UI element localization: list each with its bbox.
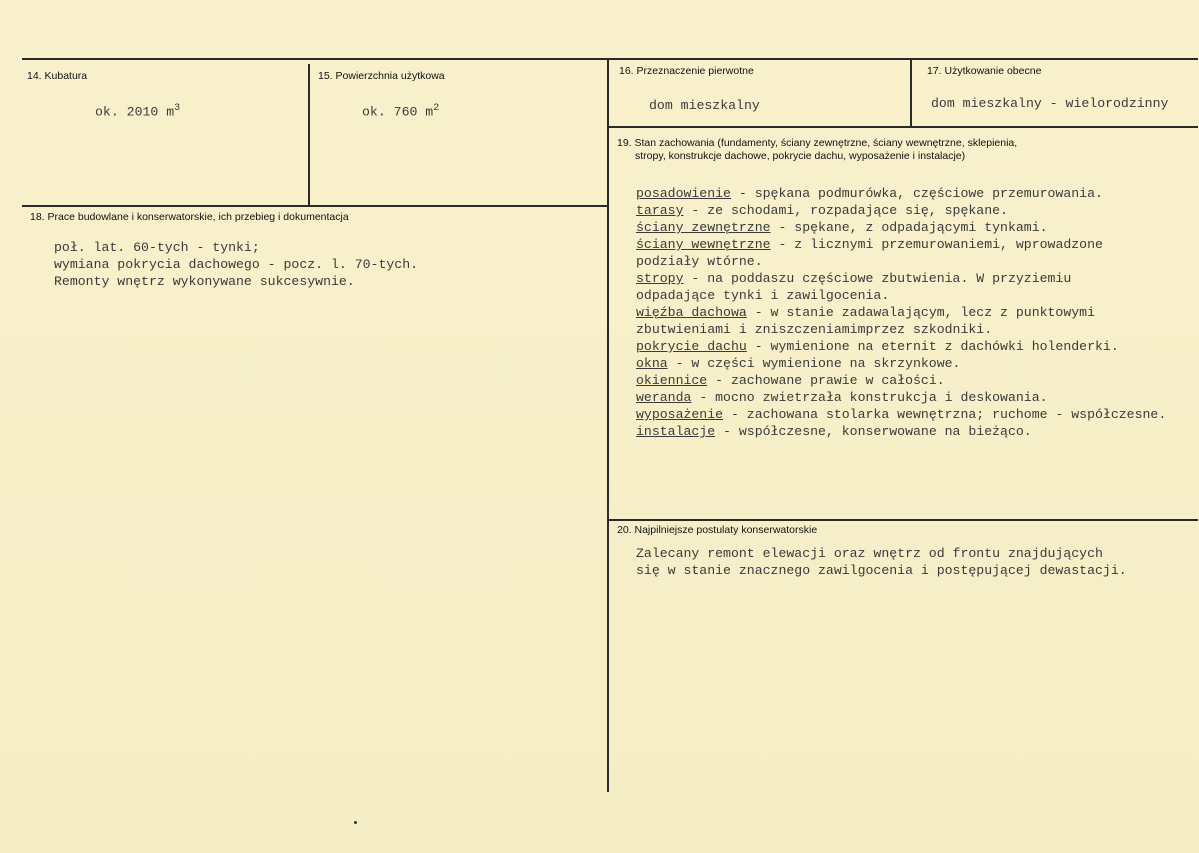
stan-zachowania-description: - wymienione na eternit z dachówki holenderki. [746,339,1119,354]
postulaty-line: się w stanie znacznego zawilgocenia i postępującej dewastacji. [636,563,1127,578]
stan-zachowania-description: - zachowane prawie w całości. [707,373,945,388]
right-top-divider [910,60,912,126]
stan-zachowania-term: ściany zewnętrzne [636,220,771,235]
stan-zachowania-term: posadowienie [636,186,731,201]
center-divider [607,60,609,792]
prace-line: poł. lat. 60-tych - tynki; [54,240,260,255]
stan-zachowania-description: - w stanie zadawalającym, lecz z punktowymi [746,305,1096,320]
stan-zachowania-term: okiennice [636,373,708,388]
stan-zachowania-line [636,288,889,305]
stan-zachowania-term: okna [636,356,668,371]
stan-zachowania-description: zbutwieniami i zniszczeniamimprzez szkodniki. [636,322,993,337]
left-divider [308,64,310,205]
prace-line: wymiana pokrycia dachowego - pocz. l. 70-tych. [54,257,419,272]
top-rule [22,58,1198,60]
kubatura-value: ok. 2010 $m^3$ [95,103,181,120]
stan-zachowania-description: - spękana podmurówka, częściowe przemurowania. [730,186,1103,201]
stan-zachowania-term: więźba dachowa [636,305,747,320]
przeznaczenie-value: dom mieszkalny [649,98,760,113]
stan-zachowania-line [636,254,763,271]
stan-zachowania-label-1: 19. Stan zachowania (fundamenty, ściany zewnętrzne, ściany wewnętrzne, sklepienia, [617,137,1018,149]
stan-zachowania-line [636,203,1008,220]
uzytkowanie-label: 17. Użytkowanie obecne [927,65,1042,77]
stan-zachowania-line [636,305,1095,322]
prace-label: 18. Prace budowlane i konserwatorskie, ich przebieg i dokumentacja [30,211,349,223]
powierzchnia-label: 15. Powierzchnia użytkowa [318,70,445,82]
stan-zachowania-line [636,220,1048,237]
stan-zachowania-description: odpadające tynki i zawilgocenia. [636,288,890,303]
paper-speck [354,821,357,824]
powierzchnia-value: ok. 760 $m^2$ [362,103,440,120]
stan-zachowania-term: wyposażenie [636,407,724,422]
stan-zachowania-term: stropy [636,271,684,286]
stan-zachowania-term: tarasy [636,203,684,218]
uzytkowanie-value: dom mieszkalny - wielorodzinny [931,96,1169,111]
stan-zachowania-term: instalacje [636,424,716,439]
stan-zachowania-line [636,373,945,390]
stan-zachowania-description: - w części wymienione na skrzynkowe. [667,356,961,371]
przeznaczenie-label: 16. Przeznaczenie pierwotne [619,65,754,77]
right-mid-rule [608,126,1198,128]
stan-zachowania-description: - na poddaszu częściowe zbutwienia. W przyziemiu [683,271,1072,286]
stan-zachowania-term: weranda [636,390,692,405]
stan-zachowania-line [636,424,1032,441]
stan-zachowania-description: - z licznymi przemurowaniemi, wprowadzone [770,237,1103,252]
stan-zachowania-line [636,186,1103,203]
postulaty-label: 20. Najpilniejsze postulaty konserwatorskie [617,524,818,536]
stan-zachowania-line [636,322,992,339]
stan-zachowania-description: - mocno zwietrzała konstrukcja i deskowania. [691,390,1048,405]
kubatura-unit-exponent: 3 [174,103,181,114]
right-lower-rule [608,519,1198,521]
prace-line: Remonty wnętrz wykonywane sukcesywnie. [54,274,355,289]
powierzchnia-unit-exponent: 2 [433,103,440,114]
stan-zachowania-line [636,407,1166,424]
stan-zachowania-description: podziały wtórne. [636,254,763,269]
stan-zachowania-line [636,356,960,373]
left-mid-rule [22,205,608,207]
stan-zachowania-description: - ze schodami, rozpadające się, spękane. [683,203,1008,218]
stan-zachowania-line [636,271,1071,288]
stan-zachowania-term: pokrycie dachu [636,339,747,354]
stan-zachowania-description: - współczesne, konserwowane na bieżąco. [715,424,1032,439]
postulaty-line: Zalecany remont elewacji oraz wnętrz od frontu znajdujących [636,546,1103,561]
kubatura-label: 14. Kubatura [27,70,88,82]
stan-zachowania-line [636,390,1048,407]
stan-zachowania-label-2: stropy, konstrukcje dachowe, pokrycie dachu, wyposażenie i instalacje) [635,150,966,162]
stan-zachowania-line [636,339,1119,356]
stan-zachowania-line [636,237,1103,254]
stan-zachowania-description: - spękane, z odpadającymi tynkami. [770,220,1048,235]
stan-zachowania-term: ściany wewnętrzne [636,237,771,252]
stan-zachowania-description: - zachowana stolarka wewnętrzna; ruchome - współczesne. [723,407,1167,422]
